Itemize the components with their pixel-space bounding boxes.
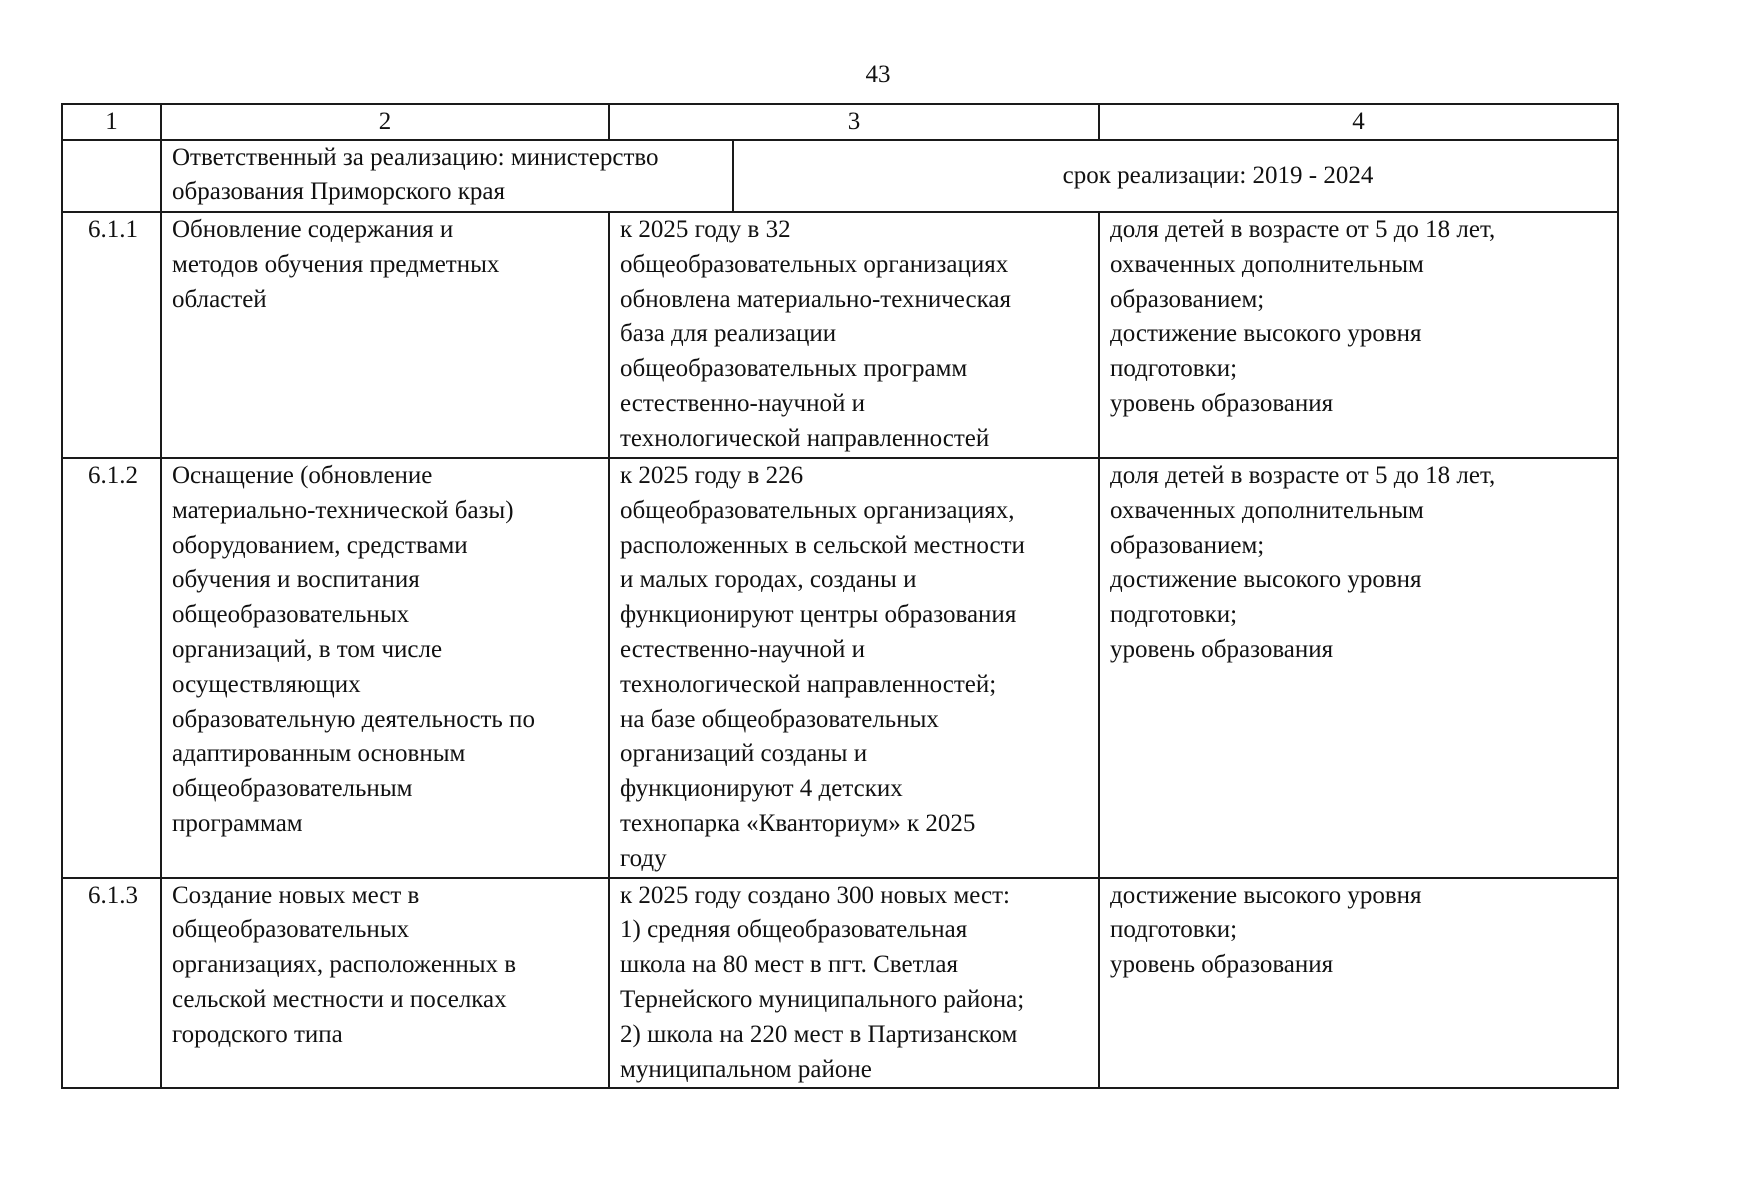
text-line: организаций созданы и xyxy=(620,740,868,768)
text-line: к 2025 году в 226 xyxy=(620,462,804,489)
text-line: методов обучения предметных xyxy=(172,250,500,278)
text-line: материально-технической базы) xyxy=(172,496,514,524)
text-line: уровень образования xyxy=(1110,635,1334,663)
table-row xyxy=(62,458,1618,878)
row-number: 6.1.3 xyxy=(62,878,161,1089)
text-line: организаций, в том числе xyxy=(172,635,443,663)
text-line: 2) школа на 220 мест в Партизанском xyxy=(620,1020,1018,1048)
empty-cell xyxy=(62,140,161,212)
column-number-cell: 2 xyxy=(161,104,609,140)
text-line: образовательную деятельность по xyxy=(172,705,535,733)
text-line: достижение высокого уровня xyxy=(1110,320,1422,348)
text-line: технопарка «Кванториум» к 2025 xyxy=(620,809,976,837)
text-line: 1) средняя общеобразовательная xyxy=(620,916,968,944)
text-line: доля детей в возрасте от 5 до 18 лет, xyxy=(1110,216,1496,243)
text-line: обучения и воспитания xyxy=(172,566,420,594)
text-line: программам xyxy=(172,809,303,837)
text-line: на базе общеобразовательных xyxy=(620,705,939,733)
text-line: расположенных в сельской местности xyxy=(620,531,1025,559)
text-line: областей xyxy=(172,285,267,313)
text-line: организациях, расположенных в xyxy=(172,951,517,979)
table-row xyxy=(62,212,1618,458)
column-number-cell: 4 xyxy=(1099,104,1618,140)
responsible-cell xyxy=(161,140,1099,212)
measures-table xyxy=(61,103,1619,1089)
text-line: муниципальном районе xyxy=(620,1055,872,1083)
text-line: и малых городах, созданы и xyxy=(620,566,917,594)
term-text: срок реализации: 2019 - 2024 xyxy=(1062,162,1374,189)
text-line: функционируют 4 детских xyxy=(620,775,903,803)
text-line: оборудованием, средствами xyxy=(172,531,468,559)
measure-name-cell xyxy=(161,878,609,1089)
measure-name-cell xyxy=(161,212,609,458)
text-line: естественно-научной и xyxy=(620,389,865,417)
text-line: функционируют центры образования xyxy=(620,601,1017,629)
result-cell xyxy=(609,458,1099,878)
text-line: достижение высокого уровня xyxy=(1110,881,1422,909)
text-line: общеобразовательным xyxy=(172,775,413,803)
text-line: общеобразовательных организациях xyxy=(620,250,1009,278)
text-line: осуществляющих xyxy=(172,670,361,698)
text-line: образованием; xyxy=(1110,531,1265,559)
text-line: обновлена материально-техническая xyxy=(620,285,1011,313)
text-line: общеобразовательных программ xyxy=(620,355,968,383)
column-number-cell: 3 xyxy=(609,104,1099,140)
text-line: общеобразовательных xyxy=(172,601,410,629)
text-line: году xyxy=(620,844,667,872)
text-line: база для реализации xyxy=(620,320,837,348)
measure-name-cell xyxy=(161,458,609,878)
text-line: подготовки; xyxy=(1110,601,1238,629)
term-cell xyxy=(1062,140,1618,212)
result-cell xyxy=(609,212,1099,458)
text-line: школа на 80 мест в пгт. Светлая xyxy=(620,951,958,979)
result-cell xyxy=(609,878,1099,1089)
text-line: охваченных дополнительным xyxy=(1110,496,1424,524)
indicator-cell xyxy=(1099,458,1618,878)
text-line: уровень образования xyxy=(1110,389,1334,417)
text-line: Тернейского муниципального района; xyxy=(620,985,1025,1013)
text-line: адаптированным основным xyxy=(172,740,466,768)
responsible-text xyxy=(162,141,734,211)
text-line: охваченных дополнительным xyxy=(1110,250,1424,278)
table-row xyxy=(62,878,1618,1089)
text-line: сельской местности и поселках xyxy=(172,985,507,1013)
row-number: 6.1.2 xyxy=(62,458,161,878)
indicator-cell xyxy=(1099,878,1618,1089)
text-line: к 2025 году создано 300 новых мест: xyxy=(620,881,1010,909)
text-line: естественно-научной и xyxy=(620,635,865,663)
indicator-cell xyxy=(1099,212,1618,458)
text-line: к 2025 году в 32 xyxy=(620,216,791,243)
responsible-row xyxy=(62,140,1618,212)
text-line: Создание новых мест в xyxy=(172,881,420,909)
text-line: общеобразовательных организациях, xyxy=(620,496,1015,524)
column-number-cell: 1 xyxy=(62,104,161,140)
responsible-line: Ответственный за реализацию: министерство xyxy=(172,144,659,171)
text-line: Обновление содержания и xyxy=(172,216,454,243)
column-number-row xyxy=(62,104,1618,140)
text-line: технологической направленностей xyxy=(620,424,990,452)
text-line: подготовки; xyxy=(1110,916,1238,944)
text-line: образованием; xyxy=(1110,285,1265,313)
responsible-line: образования Приморского края xyxy=(172,178,505,205)
page-number: 43 xyxy=(865,61,891,88)
text-line: доля детей в возрасте от 5 до 18 лет, xyxy=(1110,462,1496,489)
row-number: 6.1.1 xyxy=(62,212,161,458)
text-line: достижение высокого уровня xyxy=(1110,566,1422,594)
text-line: подготовки; xyxy=(1110,355,1238,383)
text-line: городского типа xyxy=(172,1020,343,1048)
text-line: уровень образования xyxy=(1110,951,1334,979)
text-line: общеобразовательных xyxy=(172,916,410,944)
text-line: технологической направленностей; xyxy=(620,670,997,698)
text-line: Оснащение (обновление xyxy=(172,462,433,489)
